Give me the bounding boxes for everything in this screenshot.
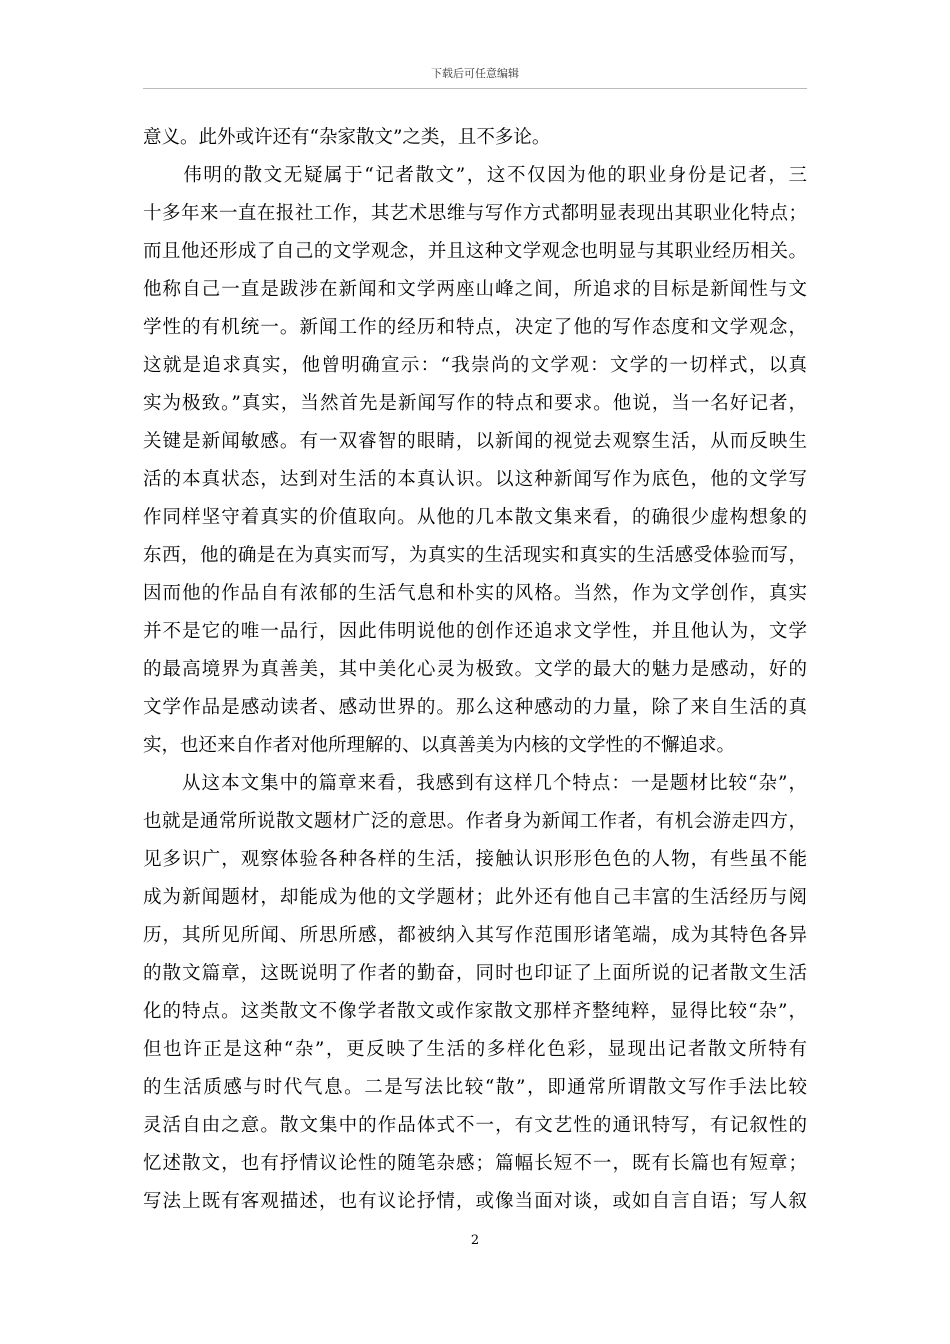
text-line: 活的本真状态，达到对生活的本真认识。以这种新闻写作为底色，他的文学写 (143, 469, 807, 490)
text-line: 他称自己一直是跋涉在新闻和文学两座山峰之间，所追求的目标是新闻性与文 (143, 279, 807, 300)
text-line: 东西，他的确是在为真实而写，为真实的生活现实和真实的生活感受体验而写， (143, 545, 807, 566)
text-line: 十多年来一直在报社工作，其艺术思维与写作方式都明显表现出其职业化特点； (143, 203, 807, 224)
text-line: 但也许正是这种“杂”，更反映了生活的多样化色彩，显现出记者散文所特有 (143, 1039, 807, 1060)
text-line: 见多识广，观察体验各种各样的生活，接触认识形形色色的人物，有些虽不能 (143, 849, 807, 870)
text-line: 实，也还来自作者对他所理解的、以真善美为内核的文学性的不懈追求。 (143, 735, 736, 756)
text-line: 灵活自由之意。散文集中的作品体式不一，有文艺性的通讯特写，有记叙性的 (143, 1115, 807, 1136)
text-line: 关键是新闻敏感。有一双睿智的眼睛，以新闻的视觉去观察生活，从而反映生 (143, 431, 807, 452)
text-line: 并不是它的唯一品行，因此伟明说他的创作还追求文学性，并且他认为，文学 (143, 621, 807, 642)
text-line: 的散文篇章，这既说明了作者的勤奋，同时也印证了上面所说的记者散文生活 (143, 963, 807, 984)
header-divider (143, 88, 807, 89)
text-line: 文学作品是感动读者、感动世界的。那么这种感动的力量，除了来自生活的真 (143, 697, 807, 718)
text-line: 学性的有机统一。新闻工作的经历和特点，决定了他的写作态度和文学观念， (143, 317, 807, 338)
text-line: 化的特点。这类散文不像学者散文或作家散文那样齐整纯粹，显得比较“杂”， (143, 1001, 807, 1022)
text-line: 因而他的作品自有浓郁的生活气息和朴实的风格。当然，作为文学创作，真实 (143, 583, 807, 604)
text-line: 的生活质感与时代气息。二是写法比较“散”，即通常所谓散文写作手法比较 (143, 1077, 807, 1098)
text-line: 的最高境界为真善美，其中美化心灵为极致。文学的最大的魅力是感动，好的 (143, 659, 807, 680)
text-line: 伟明的散文无疑属于“记者散文”，这不仅因为他的职业身份是记者，三 (143, 165, 807, 186)
body-text (143, 119, 807, 1221)
text-line: 这就是追求真实，他曾明确宣示：“我崇尚的文学观：文学的一切样式，以真 (143, 355, 807, 376)
text-line: 从这本文集中的篇章来看，我感到有这样几个特点：一是题材比较“杂”， (143, 773, 807, 794)
text-line: 意义。此外或许还有“杂家散文”之类，且不多论。 (143, 127, 551, 148)
text-line: 历，其所见所闻、所思所感，都被纳入其写作范围形诸笔端，成为其特色各异 (143, 925, 807, 946)
text-line: 作同样坚守着真实的价值取向。从他的几本散文集来看，的确很少虚构想象的 (143, 507, 807, 528)
text-line: 也就是通常所说散文题材广泛的意思。作者身为新闻工作者，有机会游走四方， (143, 811, 807, 832)
text-line: 而且他还形成了自己的文学观念，并且这种文学观念也明显与其职业经历相关。 (143, 241, 807, 262)
text-line: 实为极致。”真实，当然首先是新闻写作的特点和要求。他说，当一名好记者， (143, 393, 807, 414)
text-line: 写法上既有客观描述，也有议论抒情，或像当面对谈，或如自言自语；写人叙 (143, 1191, 807, 1212)
text-line: 成为新闻题材，却能成为他的文学题材；此外还有他自己丰富的生活经历与阅 (143, 887, 807, 908)
page-number: 2 (470, 1233, 480, 1248)
text-line: 忆述散文，也有抒情议论性的随笔杂感；篇幅长短不一，既有长篇也有短章； (143, 1153, 807, 1174)
page-header: 下载后可任意编辑 (431, 67, 519, 80)
